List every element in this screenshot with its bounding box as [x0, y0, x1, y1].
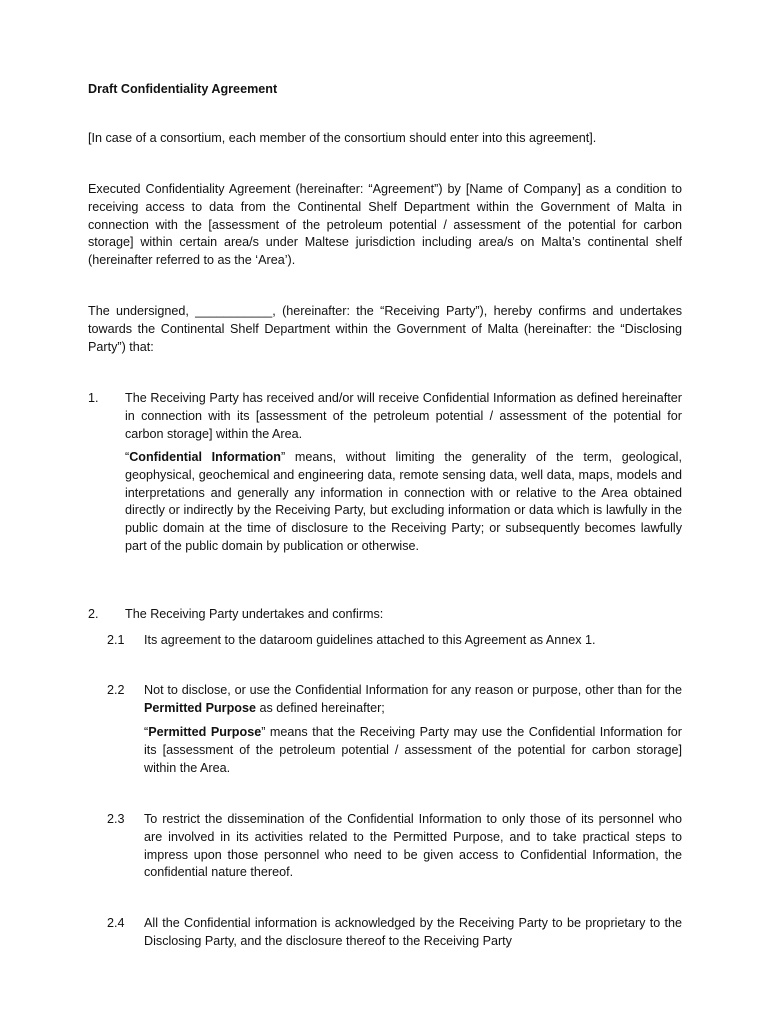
definition-term-confidential-information: Confidential Information [129, 450, 281, 464]
definition-term-permitted-purpose: Permitted Purpose [148, 725, 262, 739]
clause-2-3-number: 2.3 [107, 812, 125, 826]
clause-2-number: 2. [88, 607, 99, 621]
clause-2-3-text: To restrict the dissemination of the Confidential Information to only those of its personnel who are involved in its activities related to the Permitted Purpose, and to take practical steps to impress upon those personnel who need to be given access to Confidential Information, the confidential nature thereof. [144, 812, 682, 880]
confidential-information-definition [125, 449, 682, 556]
clause-2-2-number: 2.2 [107, 683, 125, 697]
clause-2-1-number: 2.1 [107, 633, 125, 647]
definition-open-quote: “ [125, 450, 130, 464]
clause-2-text: The Receiving Party undertakes and confirms: [125, 607, 384, 621]
clause-2-1-text: Its agreement to the dataroom guidelines attached to this Agreement as Annex 1. [144, 633, 596, 647]
clause-1-text: The Receiving Party has received and/or will receive Confidential Information as defined hereinafter in connection with its [assessment of the petroleum potential / assessment of the potential for carbon storage] within the Area. [125, 391, 682, 441]
intro-paragraph: Executed Confidentiality Agreement (hereinafter: “Agreement”) by [Name of Company] as a condition to receiving access to data from the Continental Shelf Department within the Government of Malta in connection with the [assessment of the petroleum potential / assessment of the potential for carbon storage] within certain area/s under Maltese jurisdiction including area/s on Malta’s continental shelf (hereinafter referred to as the ‘Area’). [88, 182, 682, 268]
permitted-purpose-text: ” means that the Receiving Party may use the Confidential Information for its [assessment of the petroleum potential / assessment of the potential for carbon storage] within the Area. [144, 725, 682, 775]
consortium-note: [In case of a consortium, each member of the consortium should enter into this agreement]. [88, 131, 597, 145]
clause-2-2-bold-term: Permitted Purpose [144, 700, 256, 715]
clause-2-2-text [144, 682, 682, 718]
permitted-purpose-definition [144, 724, 682, 777]
clause-2-4-number: 2.4 [107, 916, 125, 930]
document-title: Draft Confidentiality Agreement [88, 82, 278, 96]
definition-text: ” means, without limiting the generality of the term, geological, geophysical, geochemical and engineering data, remote sensing data, well data, maps, models and interpretations and generally any information in connection with or relative to the Area obtained directly or indirectly by the Receiving Party, but excluding information or data which is lawfully in the public domain at the time of disclosure to the Receiving Party; or subsequently becomes lawfully part of the public domain by publication or otherwise. [125, 450, 682, 553]
clause-1-number: 1. [88, 391, 99, 405]
undersigned-paragraph: The undersigned, ___________, (hereinafter: the “Receiving Party”), hereby confirms and undertakes towards the Continental Shelf Department within the Government of Malta (hereinafter: the “Disclosing Party”) that: [88, 304, 682, 354]
clause-2-4-text: All the Confidential information is acknowledged by the Receiving Party to be proprietary to the Disclosing Party, and the disclosure thereof to the Receiving Party [144, 916, 682, 948]
permitted-purpose-open-quote: “ [144, 725, 149, 739]
clause-2-2-text-after: as defined hereinafter; [255, 700, 385, 715]
clause-2-2-text-before: Not to disclose, or use the Confidential Information for any reason or purpose, other than for the [144, 683, 682, 697]
